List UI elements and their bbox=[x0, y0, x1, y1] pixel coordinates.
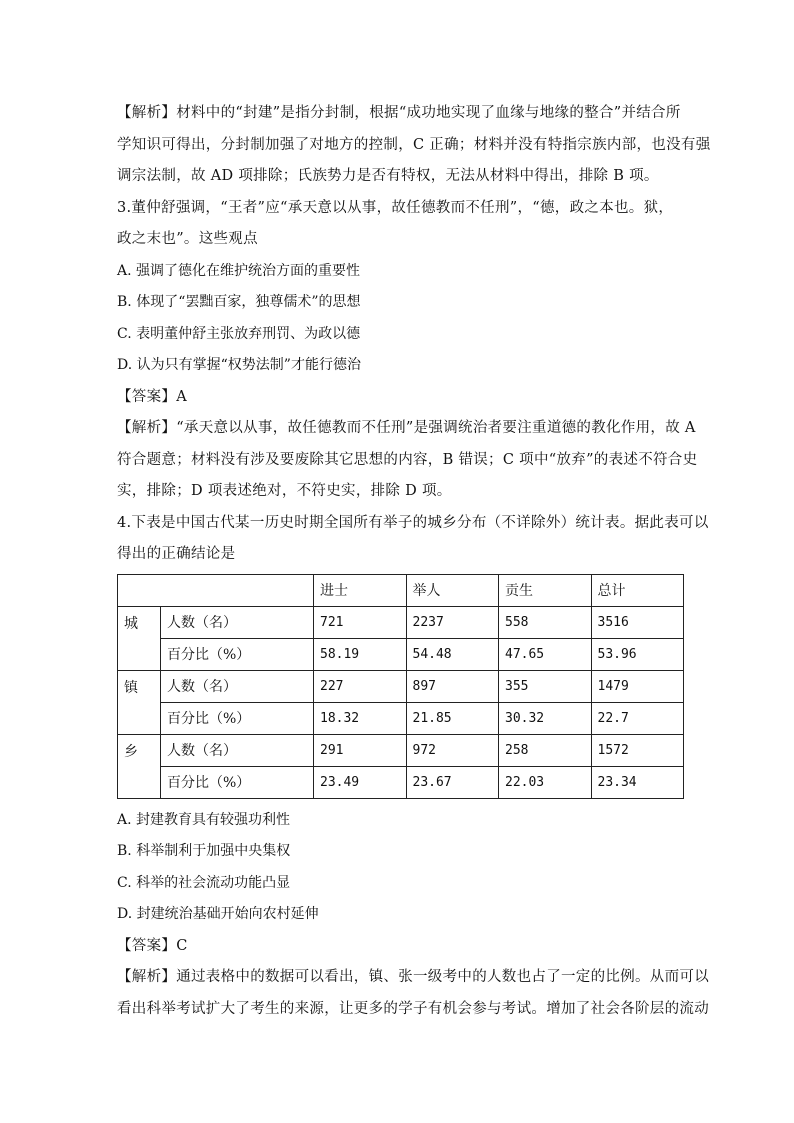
table-cell: 3516 bbox=[591, 606, 684, 638]
analysis-q2-line3: 调宗法制，故 AD 项排除；氏族势力是否有特权，无法从材料中得出，排除 B 项。 bbox=[117, 168, 659, 184]
table-cell: 291 bbox=[314, 734, 407, 766]
table-row bbox=[118, 702, 684, 734]
candidates-distribution-table bbox=[117, 574, 684, 799]
table-row bbox=[118, 734, 684, 766]
question-4-option-d: D. 封建统治基础开始向农村延伸 bbox=[117, 906, 319, 922]
analysis-q4-line1: 【解析】通过表格中的数据可以看出，镇、张一级考中的人数也占了一定的比例。从而可以 bbox=[117, 969, 709, 985]
table-cell: 258 bbox=[499, 734, 592, 766]
table-cell: 30.32 bbox=[499, 702, 592, 734]
question-4-stem-line2: 得出的正确结论是 bbox=[117, 546, 236, 562]
table-cell: 721 bbox=[314, 606, 407, 638]
group-label-town: 镇 bbox=[118, 670, 161, 734]
question-4-stem-line1: 4.下表是中国古代某一历史时期全国所有举子的城乡分布（不详除外）统计表。据此表可以 bbox=[117, 514, 709, 531]
table-corner-cell bbox=[118, 574, 314, 606]
row-label-percent: 百分比（%） bbox=[161, 702, 314, 734]
table-header-cell: 贡生 bbox=[499, 574, 592, 606]
row-label-count: 人数（名） bbox=[161, 606, 314, 638]
row-label-count: 人数（名） bbox=[161, 734, 314, 766]
table-cell: 22.7 bbox=[591, 702, 684, 734]
table-cell: 1479 bbox=[591, 670, 684, 702]
table-cell: 23.67 bbox=[406, 766, 499, 798]
table-cell: 23.49 bbox=[314, 766, 407, 798]
question-3-option-c: C. 表明董仲舒主张放弃刑罚、为政以德 bbox=[117, 325, 361, 342]
table-row bbox=[118, 670, 684, 702]
row-label-percent: 百分比（%） bbox=[161, 638, 314, 670]
table-header-cell: 进士 bbox=[314, 574, 407, 606]
table-cell: 897 bbox=[406, 670, 499, 702]
table-cell: 2237 bbox=[406, 606, 499, 638]
analysis-q3-line1: 【解析】“承天意以从事，故任德教而不任刑”是强调统治者要注重道德的教化作用，故 A bbox=[117, 420, 696, 436]
table-cell: 1572 bbox=[591, 734, 684, 766]
table-cell: 54.48 bbox=[406, 638, 499, 670]
analysis-q2-line2: 学知识可得出，分封制加强了对地方的控制，C 正确；材料并没有特指宗族内部，也没有强 bbox=[117, 136, 711, 153]
analysis-q4-line2: 看出科举考试扩大了考生的来源，让更多的学子有机会参与考试。增加了社会各阶层的流动 bbox=[117, 1000, 709, 1017]
table-cell: 21.85 bbox=[406, 702, 499, 734]
row-label-percent: 百分比（%） bbox=[161, 766, 314, 798]
question-4-option-a: A. 封建教育具有较强功利性 bbox=[117, 811, 291, 828]
row-label-count: 人数（名） bbox=[161, 670, 314, 702]
table-cell: 972 bbox=[406, 734, 499, 766]
question-4-answer: 【答案】C bbox=[117, 937, 188, 954]
group-label-village: 乡 bbox=[118, 734, 161, 798]
question-3-option-d: D. 认为只有掌握“权势法制”才能行德治 bbox=[117, 357, 361, 373]
table-cell: 23.34 bbox=[591, 766, 684, 798]
page-content bbox=[117, 98, 711, 1025]
question-3-answer: 【答案】A bbox=[117, 388, 187, 405]
analysis-q3-line2: 符合题意；材料没有涉及要废除其它思想的内容，B 错误；C 项中“放弃”的表述不符合史 bbox=[117, 451, 698, 468]
table-cell: 227 bbox=[314, 670, 407, 702]
table-header-cell: 总计 bbox=[591, 574, 684, 606]
question-4-option-c: C. 科举的社会流动功能凸显 bbox=[117, 874, 291, 891]
table-cell: 18.32 bbox=[314, 702, 407, 734]
table-row bbox=[118, 638, 684, 670]
table-cell: 58.19 bbox=[314, 638, 407, 670]
question-3-option-a: A. 强调了德化在维护统治方面的重要性 bbox=[117, 262, 361, 279]
table-cell: 53.96 bbox=[591, 638, 684, 670]
table-cell: 558 bbox=[499, 606, 592, 638]
group-label-city: 城 bbox=[118, 606, 161, 670]
table-header-row bbox=[118, 574, 684, 606]
analysis-q3-line3: 实，排除；D 项表述绝对，不符史实，排除 D 项。 bbox=[117, 483, 452, 499]
question-3-option-b: B. 体现了“罢黜百家，独尊儒术”的思想 bbox=[117, 294, 361, 310]
table-row bbox=[118, 766, 684, 798]
table-cell: 22.03 bbox=[499, 766, 592, 798]
table-cell: 47.65 bbox=[499, 638, 592, 670]
question-4-option-b: B. 科举制利于加强中央集权 bbox=[117, 843, 291, 859]
table-cell: 355 bbox=[499, 670, 592, 702]
question-3-stem-line2: 政之末也”。这些观点 bbox=[117, 231, 258, 247]
analysis-q2-line1: 【解析】材料中的“封建”是指分封制，根据“成功地实现了血缘与地缘的整合”并结合所 bbox=[117, 105, 681, 121]
question-3-stem-line1: 3.董仲舒强调，“王者”应“承天意以从事，故任德教而不任刑”，“德，政之本也。狱， bbox=[117, 199, 674, 216]
table-row bbox=[118, 606, 684, 638]
table-header-cell: 举人 bbox=[406, 574, 499, 606]
